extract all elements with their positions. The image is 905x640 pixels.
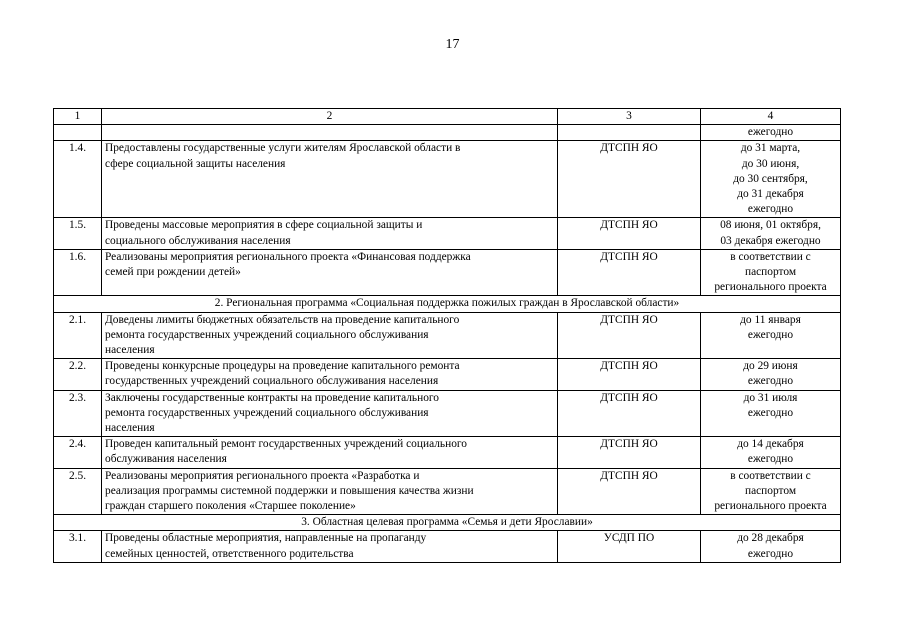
deadline <box>701 218 841 249</box>
table-row <box>54 312 841 359</box>
section-row <box>54 515 841 531</box>
deadline-line: до 31 марта, <box>740 142 801 155</box>
deadline-line: до 31 июля <box>743 391 798 404</box>
row-number: 2.2. <box>54 359 102 390</box>
deadline-line: в соответствии с <box>730 250 811 263</box>
table-row <box>54 141 841 218</box>
table-row <box>54 359 841 390</box>
deadline <box>701 249 841 296</box>
header-col-1: 1 <box>54 109 102 125</box>
row-number: 2.4. <box>54 437 102 468</box>
deadline <box>701 531 841 562</box>
table-header-row <box>54 109 841 125</box>
row-number <box>54 125 102 141</box>
deadline <box>701 141 841 218</box>
row-number: 2.3. <box>54 390 102 437</box>
deadline-line: ежегодно <box>747 203 794 216</box>
description-line: Реализованы мероприятия регионального проекта «Финансовая поддержка <box>105 250 471 263</box>
event-description <box>102 437 558 468</box>
deadline-line: до 31 декабря <box>737 188 804 201</box>
row-number: 3.1. <box>54 531 102 562</box>
row-number: 2.1. <box>54 312 102 359</box>
event-description <box>102 125 558 141</box>
description-line: ремонта государственных учреждений социального обслуживания <box>105 406 429 419</box>
deadline-line: ежегодно <box>747 406 794 419</box>
description-line: Проведен капитальный ремонт государственных учреждений социального <box>105 438 467 451</box>
description-line: государственных учреждений социального обслуживания населения <box>105 375 439 388</box>
responsible-executor: УСДП ПО <box>558 531 701 562</box>
description-line: населения <box>105 422 155 435</box>
description-line: обслуживания населения <box>105 453 227 466</box>
responsible-executor: ДТСПН ЯО <box>558 468 701 515</box>
row-number: 1.5. <box>54 218 102 249</box>
deadline <box>701 125 841 141</box>
event-description <box>102 531 558 562</box>
deadline-line: до 30 сентября, <box>733 172 808 185</box>
header-col-2: 2 <box>102 109 558 125</box>
deadline-line: ежегодно <box>747 328 794 341</box>
description-line: Проведены конкурсные процедуры на проведение капитального ремонта <box>105 360 460 373</box>
event-description <box>102 141 558 218</box>
deadline-line: ежегодно <box>747 453 794 466</box>
deadline-line: ежегодно <box>747 375 794 388</box>
event-description <box>102 249 558 296</box>
responsible-executor: ДТСПН ЯО <box>558 141 701 218</box>
header-col-4: 4 <box>701 109 841 125</box>
description-line: семей при рождении детей» <box>105 266 241 279</box>
event-description <box>102 359 558 390</box>
table-row <box>54 390 841 437</box>
deadline <box>701 312 841 359</box>
responsible-executor: ДТСПН ЯО <box>558 359 701 390</box>
responsible-executor: ДТСПН ЯО <box>558 218 701 249</box>
page-number: 17 <box>445 37 460 52</box>
table-row <box>54 125 841 141</box>
row-number: 1.6. <box>54 249 102 296</box>
row-number: 1.4. <box>54 141 102 218</box>
deadline <box>701 468 841 515</box>
event-description <box>102 468 558 515</box>
description-line: социального обслуживания населения <box>105 234 291 247</box>
row-number: 2.5. <box>54 468 102 515</box>
deadline-line: 08 июня, 01 октября, <box>720 219 821 232</box>
responsible-executor: ДТСПН ЯО <box>558 312 701 359</box>
deadline <box>701 390 841 437</box>
section-row <box>54 296 841 312</box>
table-row <box>54 218 841 249</box>
description-line: Предоставлены государственные услуги жителям Ярославской области в <box>105 142 461 155</box>
event-description <box>102 312 558 359</box>
description-line: Проведены областные мероприятия, направленные на пропаганду <box>105 532 427 545</box>
description-line: Доведены лимиты бюджетных обязательств на проведение капитального <box>105 313 460 326</box>
description-line: граждан старшего поколения «Старшее поколение» <box>105 500 356 513</box>
deadline-line: паспортом <box>744 266 797 279</box>
responsible-executor: ДТСПН ЯО <box>558 249 701 296</box>
description-line: сфере социальной защиты населения <box>105 157 286 170</box>
description-line: Проведены массовые мероприятия в сфере социальной защиты и <box>105 219 423 232</box>
deadline-line: ежегодно <box>747 547 794 560</box>
table-row <box>54 531 841 562</box>
table-row <box>54 468 841 515</box>
table-row <box>54 437 841 468</box>
deadline-line: регионального проекта <box>714 500 827 513</box>
deadline-line: регионального проекта <box>714 281 827 294</box>
responsible-executor <box>558 125 701 141</box>
description-line: реализация программы системной поддержки и повышения качества жизни <box>105 484 474 497</box>
events-table <box>53 108 841 563</box>
description-line: населения <box>105 344 155 357</box>
deadline-line: ежегодно <box>747 126 794 139</box>
deadline-line: до 14 декабря <box>737 438 804 451</box>
deadline-line: паспортом <box>744 484 797 497</box>
deadline-line: до 11 января <box>740 313 801 326</box>
deadline <box>701 437 841 468</box>
deadline <box>701 359 841 390</box>
description-line: семейных ценностей, ответственного родительства <box>105 547 354 560</box>
deadline-line: до 29 июня <box>743 360 798 373</box>
section-title: 3. Областная целевая программа «Семья и дети Ярославии» <box>54 515 841 531</box>
description-line: Реализованы мероприятия регионального проекта «Разработка и <box>105 469 420 482</box>
event-description <box>102 218 558 249</box>
event-description <box>102 390 558 437</box>
description-line: Заключены государственные контракты на проведение капитального <box>105 391 439 404</box>
table-row <box>54 249 841 296</box>
header-col-3: 3 <box>558 109 701 125</box>
description-line: ремонта государственных учреждений социального обслуживания <box>105 328 429 341</box>
deadline-line: до 30 июня, <box>741 157 800 170</box>
deadline-line: в соответствии с <box>730 469 811 482</box>
deadline-line: 03 декабря ежегодно <box>720 234 821 247</box>
responsible-executor: ДТСПН ЯО <box>558 390 701 437</box>
deadline-line: до 28 декабря <box>737 532 804 545</box>
responsible-executor: ДТСПН ЯО <box>558 437 701 468</box>
section-title: 2. Региональная программа «Социальная поддержка пожилых граждан в Ярославской области» <box>54 296 841 312</box>
